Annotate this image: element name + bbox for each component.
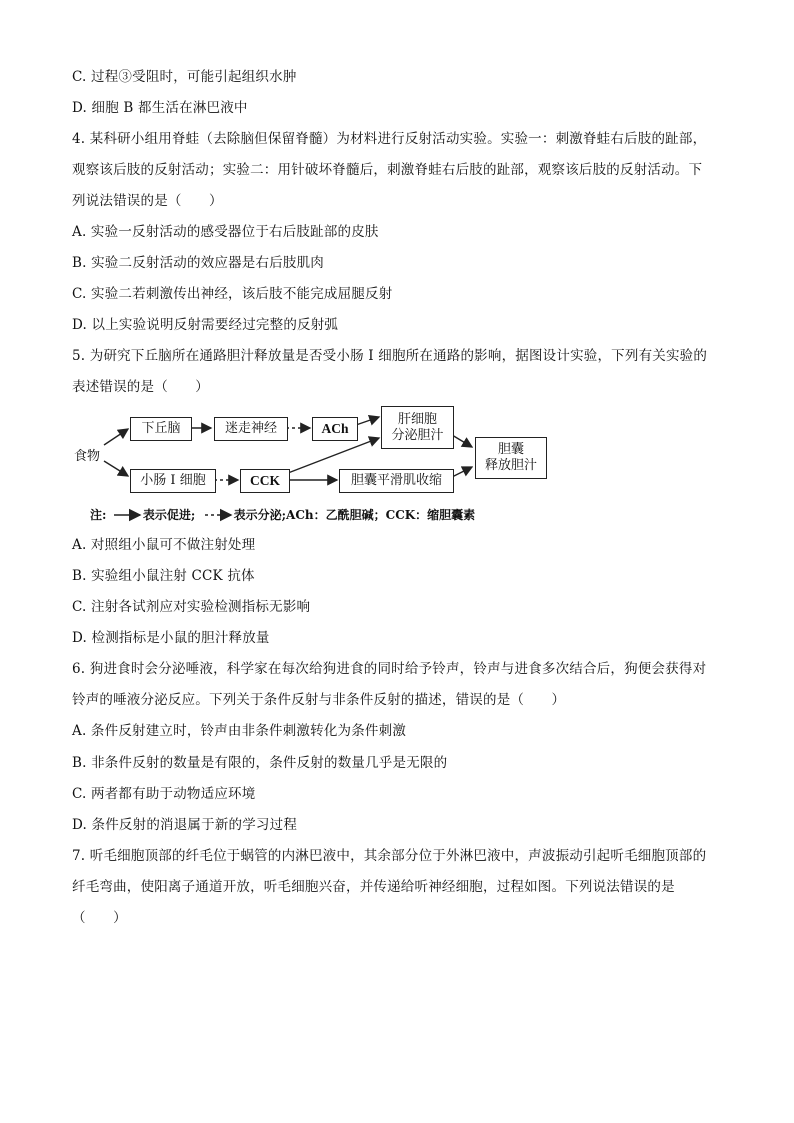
cck-box: CCK [240,469,290,493]
gallbladder-label: 胆囊 [497,442,524,457]
text-line: 6. 狗进食时会分泌唾液，科学家在每次给狗进食的同时给予铃声，铃声与进食多次结合后，狗便会获得对 [72,661,707,677]
text-line: B. 非条件反射的数量是有限的，条件反射的数量几乎是无限的 [72,755,448,771]
text-line: D. 细胞 B 都生活在淋巴液中 [72,100,248,116]
text-line: 纤毛弯曲，使阳离子通道开放，听毛细胞兴奋，并传递给听神经细胞，过程如图。下列说法错误的是 [72,879,675,895]
hypothalamus-box: 下丘脑 [130,417,192,441]
text-line: B. 实验二反射活动的效应器是右后肢肌肉 [72,255,325,271]
secrete-bile-label: 分泌胆汁 [391,427,444,443]
text-line: A. 实验一反射活动的感受器位于右后肢趾部的皮肤 [72,224,379,240]
text-line: C. 实验二若刺激传出神经，该后肢不能完成屈腿反射 [72,286,393,302]
text-line: 列说法错误的是（ ） [72,193,223,209]
note-secrete: 表示分泌;ACh：乙酰胆碱；CCK：缩胆囊素 [233,508,476,522]
arrow-liver-gallbladder [452,435,472,447]
arrow-food-icell [104,461,128,476]
note-prefix: 注: [90,508,107,522]
diagram-note [90,506,475,523]
text-line: D. 以上实验说明反射需要经过完整的反射弧 [72,317,339,333]
ach-box: ACh [312,417,358,441]
release-bile-label: 释放胆汁 [484,458,537,473]
text-line: C. 过程③受阻时，可能引起组织水肿 [72,69,297,85]
arrow-muscle-gallbladder [452,467,472,477]
text-line: 铃声的唾液分泌反应。下列关于条件反射与非条件反射的描述，错误的是（ ） [72,692,566,708]
gallbladder-box [475,437,547,479]
text-line: D. 条件反射的消退属于新的学习过程 [72,817,298,833]
text-line: 7. 听毛细胞顶部的纤毛位于蜗管的内淋巴液中，其余部分位于外淋巴液中，声波振动引起听毛细胞顶部的 [72,848,707,864]
text-line: C. 注射各试剂应对实验检测指标无影响 [72,599,311,615]
text-line: 5. 为研究下丘脑所在通路胆汁释放量是否受小肠 I 细胞所在通路的影响，据图设计实验，下列有关实验的 [72,348,708,364]
liver-cell-label: 肝细胞 [397,411,437,427]
arrow-food-hypothalamus [104,429,128,445]
gallbladder-muscle-box: 胆囊平滑肌收缩 [339,469,454,493]
liver-cell-box [381,406,454,449]
text-line: 表述错误的是（ ） [72,379,209,395]
text-line: A. 条件反射建立时，铃声由非条件刺激转化为条件刺激 [72,723,407,739]
vagus-nerve-box: 迷走神经 [214,417,288,441]
food-label: 食物 [74,449,101,464]
reflex-pathway-diagram [72,403,632,531]
text-line: B. 实验组小鼠注射 CCK 抗体 [72,568,255,584]
small-intestine-i-cell-box: 小肠 I 细胞 [130,469,216,493]
text-line: D. 检测指标是小鼠的胆汁释放量 [72,630,270,646]
text-line: C. 两者都有助于动物适应环境 [72,786,256,802]
note-promote: 表示促进; [142,508,196,522]
text-line: 4. 某科研小组用脊蛙（去除脑但保留脊髓）为材料进行反射活动实验。实验一：刺激脊蛙右后肢的趾部， [72,131,707,147]
text-line: （ ） [72,910,127,926]
text-line: 观察该后肢的反射活动；实验二：用针破坏脊髓后，刺激脊蛙右后肢的趾部，观察该后肢的反射活动。下 [72,162,703,178]
arrow-cck-liver [288,438,379,473]
text-line: A. 对照组小鼠可不做注射处理 [72,537,256,553]
arrow-ach-liver [356,417,379,425]
